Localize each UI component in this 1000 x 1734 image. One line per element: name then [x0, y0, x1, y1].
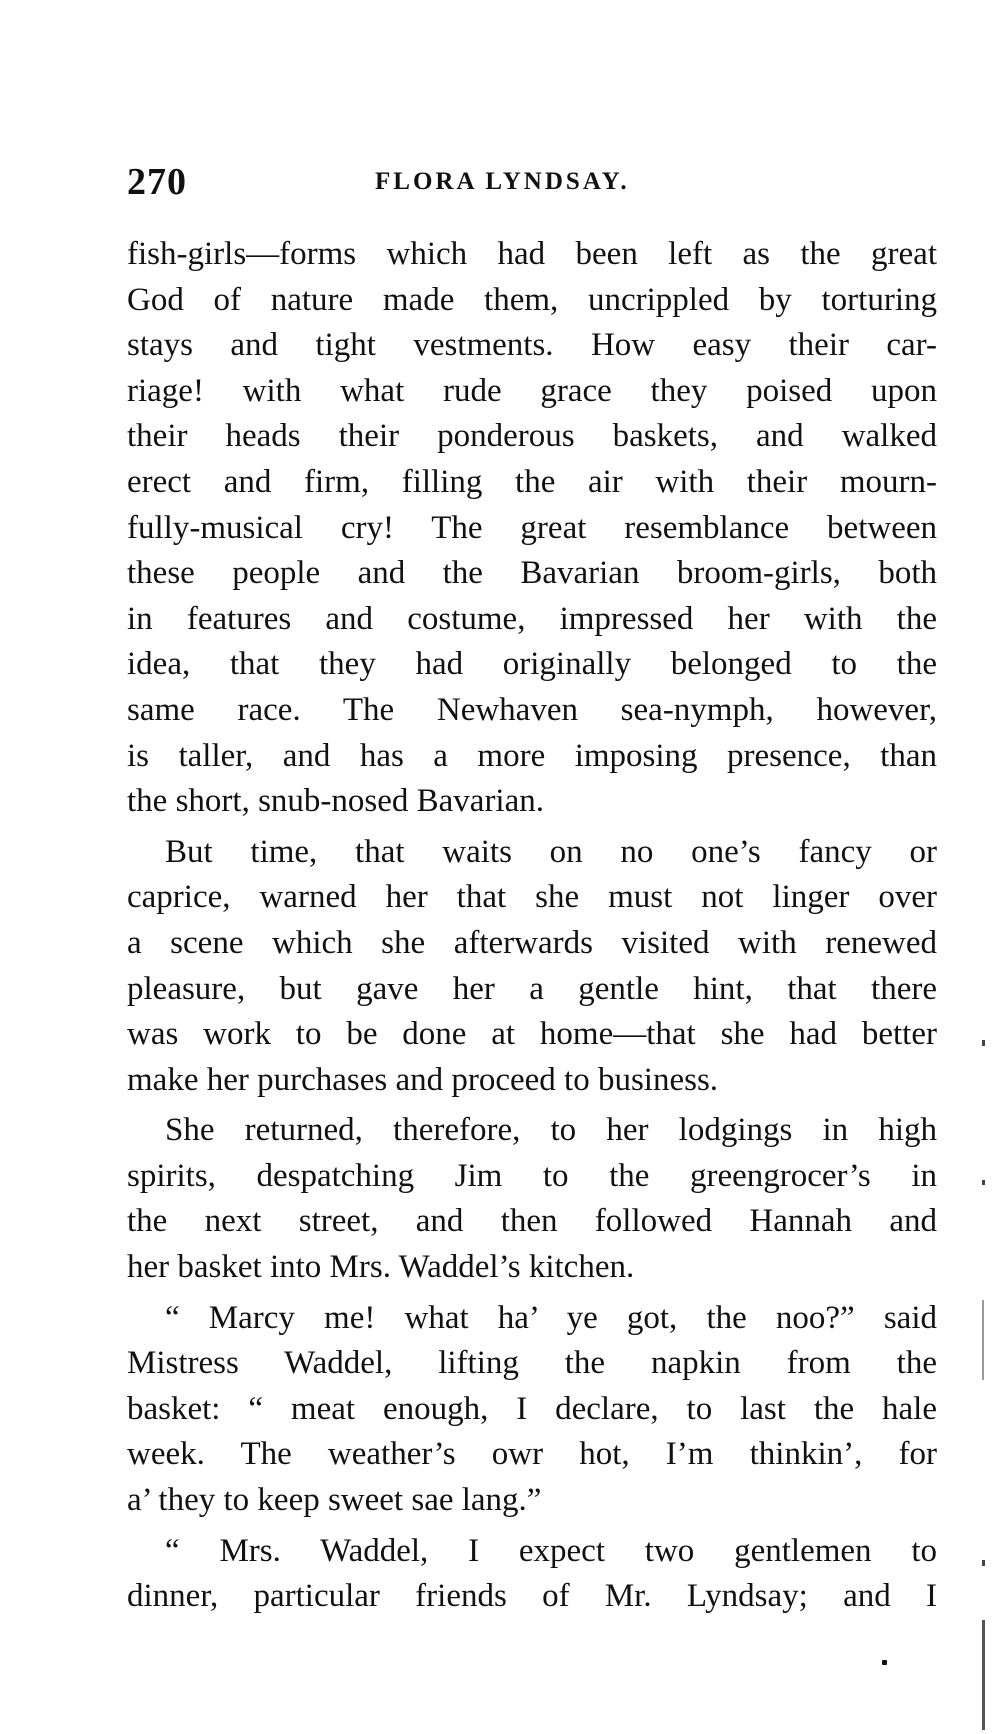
- text-line: in features and costume, impressed her with the: [127, 600, 937, 637]
- text-line: was work to be done at home—that she had better: [127, 1016, 937, 1053]
- text-line: their heads their ponderous baskets, and walked: [127, 418, 937, 455]
- text-line: “ Mrs. Waddel, I expect two gentlemen to: [165, 1532, 937, 1569]
- paragraph: [127, 232, 937, 825]
- text-line: She returned, therefore, to her lodgings in high: [165, 1112, 937, 1149]
- text-line: spirits, despatching Jim to the greengrocer’s in: [127, 1157, 937, 1194]
- text-line: make her purchases and proceed to business.: [127, 1061, 719, 1098]
- text-line: God of nature made them, uncrippled by torturing: [127, 281, 937, 318]
- text-line: her basket into Mrs. Waddel’s kitchen.: [127, 1249, 635, 1286]
- text-line: the next street, and then followed Hannah and: [127, 1203, 937, 1240]
- scan-speck: [882, 1660, 887, 1665]
- running-head: [127, 160, 947, 210]
- text-line: same race. The Newhaven sea-nymph, however,: [127, 691, 937, 728]
- text-line: is taller, and has a more imposing presence, than: [127, 737, 937, 774]
- text-line: the short, snub-nosed Bavarian.: [127, 783, 544, 820]
- text-line: idea, that they had originally belonged to the: [127, 646, 937, 683]
- text-line: fully-musical cry! The great resemblance between: [127, 509, 937, 546]
- text-line: a’ they to keep sweet sae lang.”: [127, 1482, 542, 1519]
- running-title: FLORA LYNDSAY.: [375, 168, 630, 195]
- paragraph: [127, 1108, 937, 1290]
- text-line: erect and firm, filling the air with their mourn-: [127, 463, 937, 500]
- scan-edge-marks: [982, 1000, 992, 1730]
- text-line: pleasure, but gave her a gentle hint, that there: [127, 970, 937, 1007]
- text-line: dinner, particular friends of Mr. Lyndsay; and I: [127, 1578, 937, 1615]
- text-line: caprice, warned her that she must not linger over: [127, 879, 937, 916]
- paragraph: [127, 1296, 937, 1524]
- text-line: a scene which she afterwards visited with renewed: [127, 924, 937, 961]
- text-line: fish-girls—forms which had been left as the great: [127, 236, 937, 272]
- paragraph: [127, 1529, 937, 1620]
- body-text: [127, 232, 937, 1620]
- text-line: “ Marcy me! what ha’ ye got, the noo?” said: [165, 1299, 937, 1336]
- text-line: riage! with what rude grace they poised upon: [127, 372, 937, 409]
- text-line: basket: “ meat enough, I declare, to last the hale: [127, 1390, 937, 1427]
- page-number: 270: [127, 161, 187, 203]
- paragraph: [127, 830, 937, 1104]
- text-line: But time, that waits on no one’s fancy or: [165, 833, 937, 870]
- text-line: these people and the Bavarian broom-girls, both: [127, 555, 937, 592]
- text-line: stays and tight vestments. How easy their car-: [127, 327, 937, 364]
- text-line: week. The weather’s owr hot, I’m thinkin’, for: [127, 1436, 937, 1473]
- text-line: Mistress Waddel, lifting the napkin from the: [127, 1345, 937, 1382]
